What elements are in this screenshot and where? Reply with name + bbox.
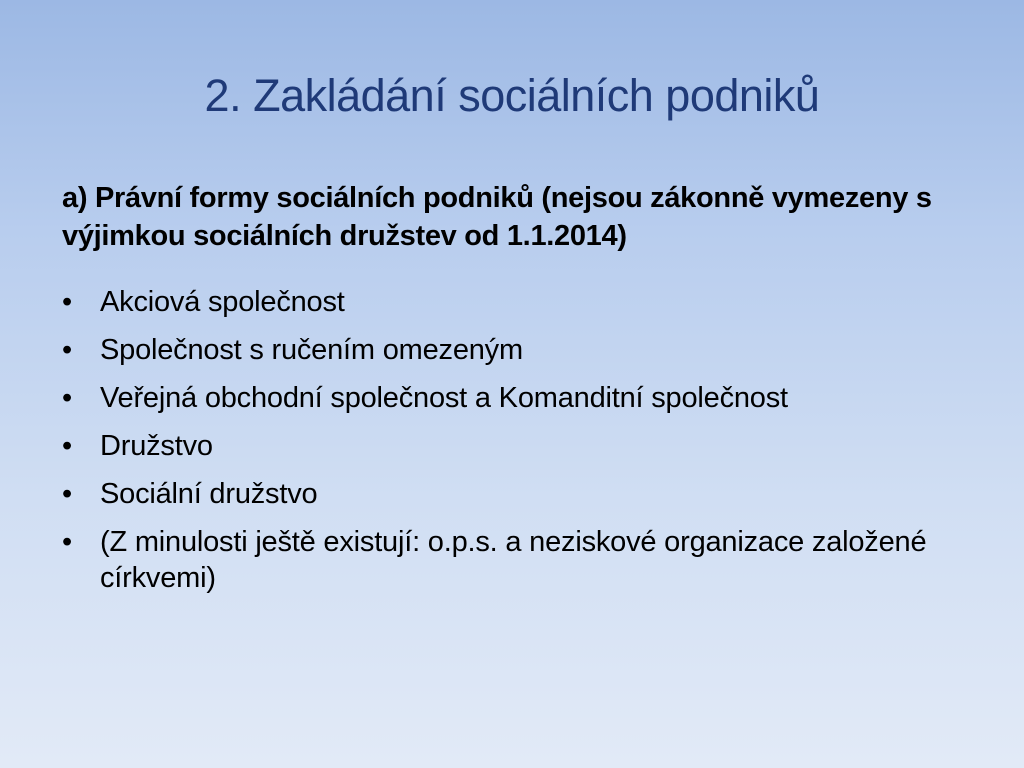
bullet-item [62, 284, 942, 320]
bullet-item [62, 428, 942, 464]
bullet-list [62, 284, 942, 608]
bullet-item [62, 380, 942, 416]
bullet-item [62, 332, 942, 368]
bullet-text: Družstvo [100, 430, 213, 462]
bullet-item [62, 524, 942, 596]
bullet-icon: • [62, 478, 72, 510]
slide-title: 2. Zakládání sociálních podniků [204, 70, 820, 121]
slide-subheading: a) Právní formy sociálních podniků (nejsou zákonně vymezeny s výjimkou sociálních družstev od 1.1.2014) [62, 182, 932, 252]
bullet-text: Akciová společnost [100, 286, 345, 318]
bullet-text: (Z minulosti ještě existují: o.p.s. a neziskové organizace založené církvemi) [100, 526, 927, 594]
bullet-icon: • [62, 334, 72, 366]
bullet-icon: • [62, 286, 72, 318]
bullet-text: Společnost s ručením omezeným [100, 334, 523, 366]
bullet-icon: • [62, 526, 72, 558]
bullet-text: Veřejná obchodní společnost a Komanditní společnost [100, 382, 788, 414]
bullet-text: Sociální družstvo [100, 478, 318, 510]
bullet-icon: • [62, 430, 72, 462]
bullet-item [62, 476, 942, 512]
bullet-icon: • [62, 382, 72, 414]
